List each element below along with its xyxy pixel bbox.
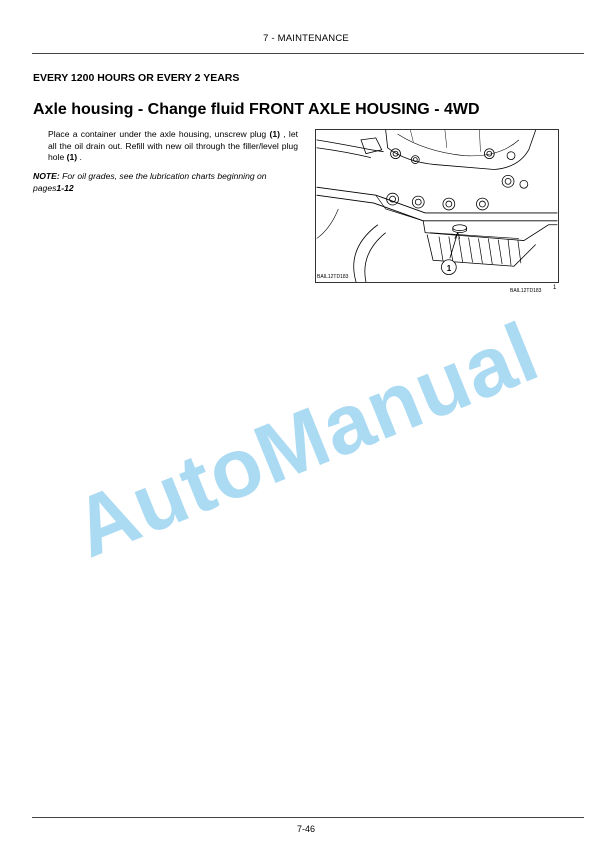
note-label: NOTE: <box>33 171 60 181</box>
instruction-text: , let all the oil drain out. Refill with new oil through the filler/level plug hole <box>48 129 298 163</box>
note-text: For oil grades, see the lubrication charts beginning on pages <box>33 171 267 193</box>
figure-code: BAIL12TD183 <box>317 274 349 280</box>
page-number: 7-46 <box>296 824 315 834</box>
instruction-text: Place a container under the axle housing, unscrew plug <box>48 129 270 139</box>
footer-rule <box>32 817 584 818</box>
figure-code: BAIL12TD183 <box>510 288 542 294</box>
header-rule <box>32 53 584 54</box>
running-header: 7 - MAINTENANCE <box>263 33 349 44</box>
instruction-text: . <box>77 152 82 163</box>
note-paragraph <box>33 171 298 194</box>
plug-reference: (1) <box>269 129 280 139</box>
axle-housing-illustration <box>315 129 559 283</box>
plug-reference: (1) <box>66 152 78 163</box>
page-reference: 1-12 <box>56 182 74 193</box>
watermark: AutoManual <box>60 304 551 576</box>
procedure-title: Axle housing - Change fluid FRONT AXLE HOUSING - 4WD <box>33 101 480 118</box>
callout-number: 1 <box>446 264 452 273</box>
maintenance-interval-heading: EVERY 1200 HOURS OR EVERY 2 YEARS <box>33 72 240 84</box>
figure-number: 1 <box>553 285 557 291</box>
instruction-paragraph <box>48 129 298 164</box>
